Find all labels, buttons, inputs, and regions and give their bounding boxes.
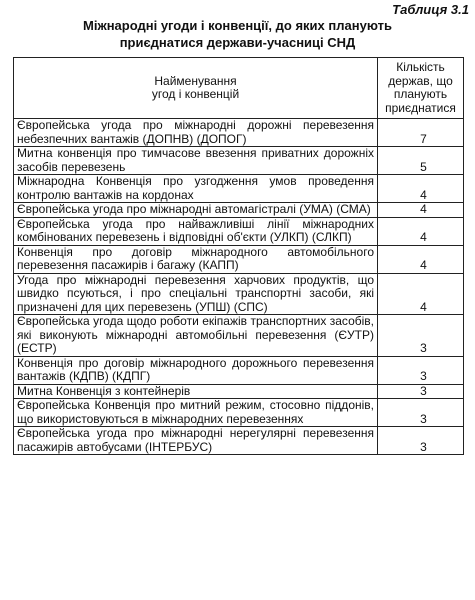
convention-name-cell: Європейська угода про міжнародні автомагістралі (УМА) (СМА) [14,203,378,218]
state-count: 3 [420,439,427,454]
state-count-cell [378,175,464,203]
state-count: 4 [420,187,427,202]
table-row [14,356,464,384]
table-row [14,399,464,427]
table-row [14,315,464,357]
header-count-line-1: Кількість [396,60,445,74]
table-row [14,384,464,399]
convention-name-cell: Європейська угода про найважливіші лінії міжнародних комбінованих перевезень і відповідні об'єкти (УЛКП) (СЛКП) [14,217,378,245]
convention-name-cell: Європейська угода про міжнародні нерегулярні перевезення пасажирів автобусами (ІНТЕРБУС) [14,427,378,455]
header-count-cell [378,58,464,119]
state-count-cell [378,203,464,218]
table-caption [0,17,475,51]
convention-name-cell: Європейська угода про міжнародні дорожні перевезення небезпечних вантажів (ДОПНВ) (ДОПОГ) [14,119,378,147]
state-count-cell [378,427,464,455]
header-count-line-4: приєднатися [385,100,456,115]
state-count: 4 [420,230,427,244]
convention-name-cell: Угода про міжнародні перевезення харчових продуктів, що швидко псуються, і про спеціальні транспортні засоби, які призначені для цих перевезень (УПШ) (СПС) [14,273,378,315]
caption-line-1: Міжнародні угоди і конвенції, до яких планують [83,18,392,33]
state-count: 3 [420,383,427,398]
table-row [14,175,464,203]
header-count-line-2: держав, що [388,73,453,88]
state-count: 3 [420,411,427,426]
table-row [14,217,464,245]
header-name-cell [14,58,378,119]
convention-name-cell: Конвенція про договір міжнародного дорожнього перевезення вантажів (КДПВ) (КДПГ) [14,356,378,384]
state-count-cell [378,147,464,175]
header-count-line-3: планують [393,87,448,101]
convention-name-cell: Європейська Конвенція про митний режим, стосовно піддонів, що використовуються в міжнародних перевезеннях [14,399,378,427]
state-count-cell [378,356,464,384]
state-count: 4 [420,202,427,216]
convention-name-cell: Конвенція про договір міжнародного автомобільного перевезення пасажирів і багажу (КАПП) [14,245,378,273]
state-count: 4 [420,299,427,314]
state-count: 5 [420,159,427,174]
table-row [14,147,464,175]
table-row [14,203,464,218]
table-row [14,427,464,455]
table-row [14,245,464,273]
state-count: 7 [420,131,427,146]
table-header-row [14,58,464,119]
state-count: 4 [420,258,427,272]
convention-name-cell: Митна конвенція про тимчасове ввезення приватних дорожніх засобів перевезень [14,147,378,175]
state-count-cell [378,399,464,427]
state-count-cell [378,273,464,315]
convention-name-cell: Європейська угода щодо роботи екіпажів транспортних засобів, які виконують міжнародні автомобільні перевезення (ЄУТР) (ЕСТР) [14,315,378,357]
conventions-table [13,57,464,455]
state-count-cell [378,245,464,273]
header-name-line-2: угод і конвенцій [151,87,240,101]
convention-name-cell: Митна Конвенція з контейнерів [14,384,378,399]
table-row [14,273,464,315]
state-count-cell [378,217,464,245]
table-row [14,119,464,147]
state-count-cell [378,315,464,357]
convention-name-cell: Міжнародна Конвенція про узгодження умов проведення контролю вантажів на кордонах [14,175,378,203]
caption-line-2: приєднатися держави-учасниці СНД [119,35,356,50]
state-count-cell [378,384,464,399]
header-name-line-1: Найменування [154,73,237,88]
state-count: 3 [420,369,427,383]
table-number: Таблиця 3.1 [392,2,469,17]
state-count-cell [378,119,464,147]
state-count: 3 [420,341,427,355]
